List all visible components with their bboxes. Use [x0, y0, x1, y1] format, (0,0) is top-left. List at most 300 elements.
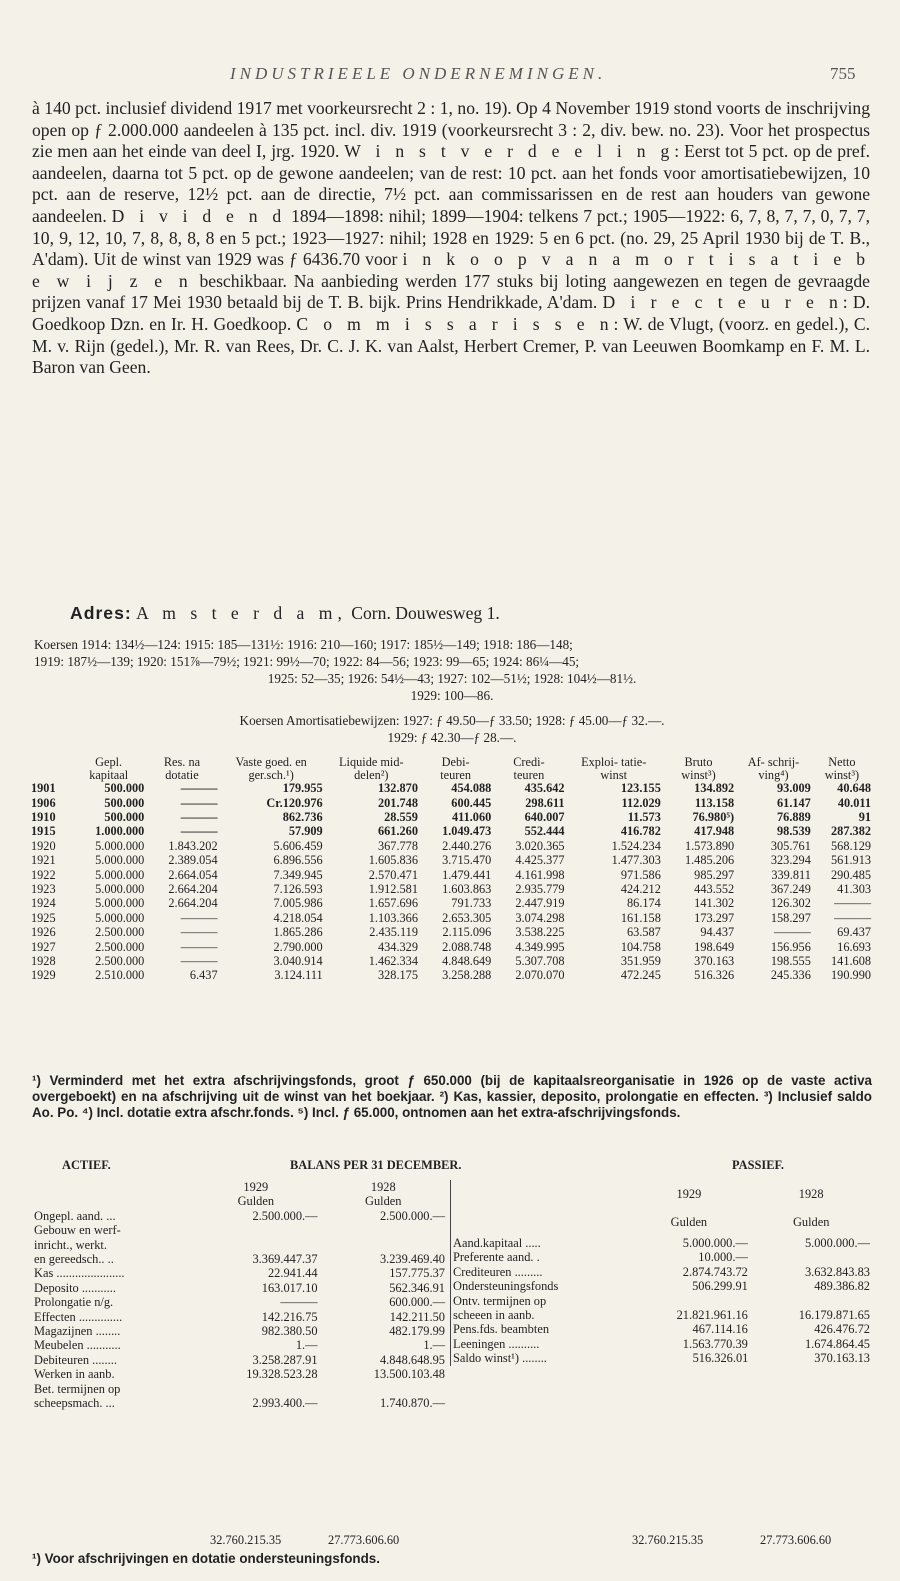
table-cell: 4.848.649: [442, 954, 492, 969]
table-cell: 561.913: [831, 853, 871, 868]
col-header: ger.sch.¹): [248, 767, 294, 782]
table-row: [30, 896, 872, 910]
table-cell: 1.603.863: [442, 882, 492, 897]
table-cell: 5.000.000: [95, 838, 145, 853]
table-cell: 2.664.204: [168, 882, 218, 897]
balance-label: Ongepl. aand. ...: [34, 1208, 116, 1223]
table-cell: 424.212: [620, 882, 661, 897]
table-cell: 454.088: [451, 781, 492, 796]
body-text-4: 1894—1898: nihil; 1899—1904: telkens 7 pct.; 1905—1922: 6, 7, 8, 7, 7, 0, 7, 7, 10, 9, 12, 10, 7, 8, 8, 8, 8 en 5 pct.; 1923—1927: nihil; 1928 en 1929: 5 en 6 pct. (no. 29, 25 April 1930 bij de T. B., A'dam). Uit de winst van 1929 was ƒ 6436.70 voor: [32, 205, 870, 270]
passief-table-body: [451, 1180, 873, 1366]
table-cell: 370.163: [694, 954, 735, 969]
table-cell: 367.778: [378, 838, 418, 853]
body-text-6: beschikbaar. Na aanbieding werden 177 stuks bij loting aangewezen en tegen de gevraagde prijzen vanaf 17 Mei 1930 betaald bij de T. B. bijk. Prins Hendrikkade, A'dam.: [32, 270, 870, 313]
table-cell: 156.956: [770, 939, 811, 954]
table-cell: 290.485: [831, 867, 871, 882]
table-cell: 112.029: [621, 795, 661, 810]
table-cell: 1.049.473: [442, 824, 492, 839]
balance-value: 1.674.864.45: [804, 1336, 870, 1351]
row-year: 1923: [31, 882, 56, 897]
passief-table: [450, 1180, 872, 1366]
table-cell: 435.642: [524, 781, 565, 796]
table-cell: 4.349.995: [515, 939, 565, 954]
table-row: [30, 925, 872, 939]
row-year: 1928: [31, 954, 56, 969]
balance-titles: [32, 1158, 872, 1176]
balance-label: Gebouw en werf-: [34, 1223, 121, 1238]
balance-value: 3.369.447.37: [252, 1252, 318, 1267]
balance-row: [32, 1310, 447, 1324]
balance-value: 5.000.000.—: [804, 1236, 870, 1250]
table-cell: 1.000.000: [95, 824, 145, 839]
balance-value: 516.326.01: [692, 1351, 749, 1366]
balance-label: Debiteuren ........: [34, 1352, 117, 1367]
table-cell: 417.948: [694, 824, 735, 839]
table-cell: 5.307.708: [515, 954, 565, 969]
col-header: delen²): [354, 767, 389, 782]
row-year: 1927: [31, 939, 56, 954]
balance-value: [320, 1382, 447, 1396]
table-cell: 2.790.000: [273, 939, 323, 954]
table-cell: 5.000.000: [95, 853, 145, 868]
table-cell: 4.425.377: [515, 853, 565, 868]
balance-label: inricht., werkt.: [34, 1237, 107, 1252]
table-cell: 86.174: [627, 896, 661, 911]
table-cell: 1.524.234: [611, 838, 661, 853]
table-cell: 552.444: [524, 824, 565, 839]
col-header: ving⁴): [758, 767, 789, 782]
row-year: 1929: [31, 968, 56, 983]
row-year: 1925: [31, 910, 56, 925]
table-cell: 443.552: [694, 882, 735, 897]
table-cell: 6.896.556: [273, 853, 323, 868]
table-cell: 1.843.202: [168, 838, 218, 853]
col-header: teuren: [440, 767, 471, 782]
table-cell: 351.959: [620, 954, 661, 969]
table-cell: 472.245: [620, 968, 661, 983]
balance-value: [628, 1294, 750, 1308]
balance-value: 2.500.000.—: [252, 1208, 318, 1223]
balance-label: Saldo winst¹) ........: [453, 1351, 547, 1366]
table-row: [30, 839, 872, 853]
col-header: Debi-: [441, 755, 470, 769]
body-text-0: à 140 pct. inclusief dividend 1917 met voorkeursrecht 2 : 1, no. 19). Op 4 November 1919 stond voorts de inschrijving open op ƒ 2.000.000 aandeelen à 135 pct. incl. div. 1919 (voorkeursrecht 3 : 2, div. bew. no. 23). Voor het prospectus zie men aan het einde van deel I, jrg. 1920.: [32, 98, 870, 162]
passief-title: PASSIEF.: [732, 1158, 784, 1172]
table-cell: 198.555: [770, 954, 811, 969]
table-cell: 2.935.779: [515, 882, 565, 897]
balance-label: Meubelen ...........: [34, 1338, 121, 1353]
table-cell: 2.447.919: [515, 896, 565, 911]
row-year: 1906: [31, 795, 56, 810]
balance-row: [32, 1223, 447, 1237]
table-cell: ———: [180, 824, 218, 839]
table-row: [30, 911, 872, 925]
balance-value: 3.258.287.91: [252, 1352, 318, 1367]
table-cell: 2.500.000: [95, 939, 145, 954]
table-cell: 1.103.366: [368, 910, 418, 925]
balance-value: 2.874.743.72: [682, 1264, 748, 1279]
balance-value: 506.299.91: [692, 1279, 748, 1294]
address-line: [70, 603, 500, 624]
col-header: Af- schrij-: [747, 755, 800, 769]
balance-value: [750, 1250, 872, 1264]
balance-label: Bet. termijnen op: [34, 1381, 121, 1396]
table-cell: 61.147: [777, 795, 811, 810]
company-description: [32, 98, 870, 379]
col-header: Gepl.: [95, 755, 123, 769]
table-cell: 40.648: [837, 781, 871, 796]
balance-value: 21.821.961.16: [676, 1308, 748, 1323]
row-year: 1901: [31, 781, 56, 796]
col-header: Bruto: [684, 755, 713, 769]
table-row: [30, 810, 872, 824]
balance-value: 1.—: [423, 1338, 445, 1353]
share-prices: [34, 636, 870, 704]
balance-row: [32, 1382, 447, 1396]
page-number: 755: [830, 64, 856, 83]
balance-row: [32, 1281, 447, 1295]
table-cell: 367.249: [770, 882, 811, 897]
year-header: 1928: [370, 1180, 396, 1194]
balance-row: [451, 1279, 873, 1293]
col-header: Credi-: [513, 755, 545, 769]
amort-line-1: Koersen Amortisatiebewijzen: 1927: ƒ 49.50—ƒ 33.50; 1928: ƒ 45.00—ƒ 32.—.: [239, 713, 665, 728]
table-cell: 76.889: [777, 810, 811, 824]
financial-table: [30, 756, 872, 983]
table-row: [30, 853, 872, 867]
balance-value: [192, 1382, 319, 1396]
balance-row: [451, 1236, 873, 1250]
table-cell: 516.326: [694, 968, 735, 983]
balance-value: 16.179.871.65: [798, 1308, 870, 1323]
table-cell: 434.329: [378, 939, 418, 954]
row-year: 1924: [31, 896, 56, 911]
table-cell: 3.258.288: [442, 968, 492, 983]
table-cell: 104.758: [620, 939, 661, 954]
balance-row: [32, 1367, 447, 1381]
balance-value: 2.993.400.—: [252, 1396, 318, 1411]
table-cell: 173.297: [694, 910, 735, 925]
table-cell: 7.126.593: [273, 882, 323, 897]
koersen-line-4: 1929: 100—86.: [410, 688, 494, 703]
table-cell: 3.020.365: [515, 838, 565, 853]
table-cell: 1.485.206: [684, 853, 735, 868]
col-header: winst: [600, 767, 628, 782]
address-street: Corn. Douwesweg 1.: [351, 603, 500, 623]
table-cell: ———: [180, 925, 218, 940]
table-cell: 862.736: [282, 810, 323, 824]
balance-row: [32, 1338, 447, 1352]
address-city: A m s t e r d a m,: [136, 603, 347, 623]
year-header: 1928: [798, 1186, 824, 1201]
balance-value: 2.500.000.—: [379, 1208, 445, 1223]
table-cell: 113.158: [694, 795, 735, 810]
table-cell: 2.088.748: [442, 939, 492, 954]
balance-label: scheepsmach. ...: [34, 1396, 115, 1411]
table-cell: 4.218.054: [273, 910, 323, 925]
body-text-8: : D. Goedkoop Dzn. en Ir. H. Goedkoop.: [32, 292, 870, 334]
row-year: 1910: [31, 810, 56, 824]
table-cell: 98.539: [777, 824, 811, 839]
balance-value: 982.380.50: [261, 1324, 318, 1339]
row-year: 1921: [31, 853, 56, 868]
table-cell: 94.437: [700, 925, 735, 940]
col-header: Netto: [828, 755, 856, 769]
col-header: Exploi- tatie-: [581, 755, 647, 769]
table-cell: 1.479.441: [442, 867, 492, 882]
balance-label: Ondersteuningsfonds: [453, 1279, 559, 1294]
balance-label: Deposito ...........: [34, 1280, 116, 1295]
balance-row: [451, 1337, 873, 1351]
running-title: INDUSTRIEELE ONDERNEMINGEN.: [230, 64, 607, 83]
balance-value: 163.017.10: [261, 1280, 318, 1295]
balance-sheet: [32, 1158, 872, 1411]
balance-value: 482.179.99: [389, 1324, 445, 1339]
table-cell: 2.115.096: [442, 925, 492, 940]
table-cell: 201.748: [378, 795, 418, 810]
table-cell: 16.693: [837, 939, 871, 954]
col-header: [30, 756, 72, 769]
balance-footnote: ¹) Voor afschrijvingen en dotatie ondersteuningsfonds.: [32, 1551, 380, 1566]
table-cell: 305.761: [770, 838, 811, 853]
balance-value: 10.000.—: [698, 1250, 748, 1265]
table-cell: 41.303: [837, 882, 871, 897]
balance-value: 1.740.870.—: [379, 1396, 445, 1411]
amortisation-prices: [34, 712, 870, 746]
balance-row: [451, 1294, 873, 1308]
table-cell: 500.000: [104, 795, 145, 810]
balance-label: Magazijnen ........: [34, 1324, 121, 1339]
table-row: [30, 824, 872, 838]
balance-title: BALANS PER 31 DECEMBER.: [290, 1158, 462, 1172]
balance-label: Effecten ..............: [34, 1309, 123, 1324]
table-cell: 161.158: [620, 910, 661, 925]
balance-value: 600.000.—: [389, 1295, 445, 1310]
balance-row: [451, 1250, 873, 1264]
table-cell: 339.811: [771, 867, 811, 882]
table-cell: 4.161.998: [515, 867, 565, 882]
table-cell: 5.000.000: [95, 910, 145, 925]
balance-row: [451, 1351, 873, 1365]
table-cell: 93.009: [777, 781, 811, 796]
balance-label: Aand.kapitaal .....: [453, 1236, 541, 1250]
balance-row: [451, 1265, 873, 1279]
table-cell: 69.437: [837, 925, 871, 940]
balance-value: 562.346.91: [389, 1280, 445, 1295]
table-cell: 600.445: [451, 795, 492, 810]
table-cell: 7.005.986: [273, 896, 323, 911]
actief-table: [32, 1180, 447, 1411]
col-header: Res. na: [163, 755, 201, 769]
table-cell: 5.000.000: [95, 882, 145, 897]
year-header: 1929: [676, 1186, 702, 1201]
balance-value: 426.476.72: [814, 1322, 870, 1337]
body-text-10: : W. de Vlugt, (voorz. en gedel.), C. M. v. Rijn (gedel.), Mr. R. van Rees, Dr. C. J. K. van Aalst, Herbert Cremer, P. van Leeuwen Boomkamp en F. M. L. Baron van Geen.: [32, 313, 870, 378]
table-cell: 2.664.054: [168, 867, 218, 882]
table-cell: 328.175: [378, 968, 418, 983]
balance-label: Pens.fds. beambten: [453, 1322, 550, 1337]
balance-label: Preferente aand. .: [453, 1250, 540, 1265]
balance-label: Leeningen ..........: [453, 1336, 540, 1351]
table-footnotes: ¹) Verminderd met het extra afschrijvingsfonds, groot ƒ 650.000 (bij de kapitaalsreorganisatie in 1926 op de vaste activa overgeboekt) en na afschrijving uit de winst van het boekjaar. ²) Kas, kassier, deposito, prolongatie en effecten. ³) Inclusief saldo Ao. Po. ⁴) Incl. dotatie extra afschr.fonds. ⁵) Incl. ƒ 65.000, ontnomen aan het extra-afschrijvingsfonds.: [32, 1073, 872, 1120]
heading-inkoop: i n k o o p v a n a m o r t i s a t i e b e w i j z e n: [32, 249, 870, 291]
balance-value: [320, 1223, 447, 1237]
balance-value: [192, 1238, 319, 1252]
unit-header: Gulden: [365, 1194, 402, 1209]
table-cell: 323.294: [770, 853, 811, 868]
col-header: winst³): [824, 767, 860, 782]
table-cell: 3.124.111: [274, 968, 323, 983]
table-cell: 5.000.000: [95, 896, 145, 911]
table-cell: 123.155: [620, 781, 661, 796]
table-cell: 126.302: [770, 896, 811, 911]
heading-dividend: D i v i d e n d: [111, 205, 287, 226]
actief-title: ACTIEF.: [62, 1158, 111, 1172]
col-header: kapitaal: [89, 767, 129, 782]
financial-table-head: [30, 756, 872, 781]
table-cell: 198.649: [694, 939, 735, 954]
table-cell: 985.297: [694, 867, 735, 882]
table-cell: 190.990: [831, 968, 871, 983]
table-cell: 1.912.581: [368, 882, 418, 897]
balance-label: Prolongatie n/g.: [34, 1295, 114, 1310]
balance-value: 157.775.37: [389, 1266, 445, 1281]
table-row: [30, 796, 872, 810]
table-cell: 63.587: [627, 925, 661, 940]
balance-value: [320, 1238, 447, 1252]
unit-header: Gulden: [237, 1194, 275, 1209]
table-cell: 298.611: [525, 795, 565, 810]
table-row: [30, 954, 872, 968]
table-cell: 2.440.276: [442, 838, 492, 853]
balance-row: [32, 1353, 447, 1367]
table-cell: 2.070.070: [515, 968, 565, 983]
balance-value: 3.239.469.40: [379, 1252, 445, 1267]
table-cell: 2.653.305: [442, 910, 492, 925]
table-cell: ———: [180, 954, 218, 969]
table-cell: 1.605.836: [368, 853, 418, 868]
table-cell: 2.389.054: [168, 853, 218, 868]
table-cell: 971.586: [620, 867, 661, 882]
balance-value: 1.—: [295, 1338, 318, 1353]
balance-value: 3.632.843.83: [804, 1264, 870, 1279]
actief-table-body: [32, 1180, 447, 1411]
unit-header: Gulden: [670, 1214, 708, 1229]
table-cell: ———: [180, 781, 218, 796]
row-year: 1922: [31, 867, 56, 882]
table-cell: 1.573.890: [684, 838, 735, 853]
row-year: 1920: [31, 838, 56, 853]
balance-value: 1.563.770.39: [682, 1336, 748, 1351]
balance-label: Ontv. termijnen op: [453, 1293, 547, 1308]
address-label: Adres:: [70, 603, 132, 623]
balance-value: 5.000.000.—: [682, 1236, 748, 1250]
balance-value: 19.328.523.28: [246, 1367, 318, 1382]
balance-value: 142.211.50: [389, 1309, 445, 1324]
table-cell: 141.302: [694, 896, 735, 911]
total-actief-1928: 27.773.606.60: [328, 1533, 400, 1547]
table-cell: 91: [858, 810, 871, 824]
balance-row: [32, 1209, 447, 1223]
koersen-line-3: 1925: 52—35; 1926: 54½—43; 1927: 102—51½; 1928: 104½—81½.: [267, 671, 637, 686]
balance-value: 13.500.103.48: [373, 1367, 445, 1382]
table-cell: 1.477.303: [611, 853, 661, 868]
table-row: [30, 882, 872, 896]
balance-value: 142.216.75: [261, 1309, 318, 1324]
table-cell: 1.462.334: [368, 954, 418, 969]
row-year: 1926: [31, 925, 56, 940]
balance-row: [451, 1308, 873, 1322]
table-cell: ———: [773, 925, 811, 940]
balance-value: 4.848.648.95: [379, 1352, 445, 1367]
table-cell: 141.608: [831, 954, 871, 969]
table-cell: 500.000: [104, 781, 145, 796]
table-cell: 3.074.298: [515, 910, 565, 925]
table-cell: 76.980⁵): [692, 810, 735, 824]
col-header: winst³): [681, 767, 716, 782]
table-cell: 2.435.119: [369, 925, 418, 940]
balance-row: [451, 1322, 873, 1336]
balance-value: [750, 1294, 872, 1308]
table-cell: 40.011: [837, 795, 871, 810]
total-passief-1929: 32.760.215.35: [632, 1533, 704, 1547]
table-cell: 2.500.000: [95, 954, 145, 969]
table-cell: 245.336: [770, 968, 811, 983]
heading-directeuren: D i r e c t e u r e n: [602, 292, 843, 313]
total-actief-1929: 32.760.215.35: [210, 1533, 282, 1547]
table-row: [30, 968, 872, 982]
year-header: 1929: [243, 1180, 269, 1194]
table-cell: 1.657.696: [368, 896, 418, 911]
table-cell: 3.715.470: [442, 853, 492, 868]
table-cell: 2.500.000: [95, 925, 145, 940]
table-cell: ———: [180, 795, 218, 810]
table-cell: ———: [180, 910, 218, 925]
table-cell: 568.129: [831, 838, 871, 853]
col-header: [30, 769, 72, 782]
table-cell: 661.260: [378, 824, 418, 839]
heading-commissarissen: C o m m i s s a r i s s e n: [296, 313, 614, 334]
table-cell: 57.909: [288, 824, 323, 839]
col-header: Liquide mid-: [339, 755, 404, 769]
financial-table-body: [30, 781, 872, 983]
table-cell: 640.007: [524, 810, 565, 824]
balance-value: [192, 1223, 319, 1237]
table-cell: 7.349.945: [273, 867, 323, 882]
balance-row: [32, 1266, 447, 1280]
table-row: [30, 868, 872, 882]
table-cell: 5.606.459: [273, 838, 323, 853]
balance-value: 370.163.13: [814, 1351, 870, 1366]
heading-winstverdeeling: W i n s t v e r d e e l i n g: [344, 141, 675, 162]
table-cell: Cr.120.976: [266, 795, 323, 810]
balance-label: Werken in aanb.: [34, 1367, 115, 1382]
table-cell: 28.559: [384, 810, 418, 824]
table-cell: 134.892: [694, 781, 735, 796]
table-cell: 11.573: [627, 810, 661, 824]
balance-value: 489.386.82: [814, 1279, 870, 1294]
table-cell: 3.538.225: [515, 925, 565, 940]
table-cell: 132.870: [378, 781, 418, 796]
koersen-line-1: Koersen 1914: 134½—124: 1915: 185—131½: 1916: 210—160; 1917: 185½—149; 1918: 186—148;: [34, 637, 573, 652]
table-cell: 287.382: [831, 824, 871, 839]
table-cell: ———: [180, 939, 218, 954]
table-cell: ———: [180, 810, 218, 824]
table-cell: 3.040.914: [273, 954, 323, 969]
balance-row: [32, 1252, 447, 1266]
amort-line-2: 1929: ƒ 42.30—ƒ 28.—.: [387, 730, 517, 745]
balance-row: [32, 1238, 447, 1252]
